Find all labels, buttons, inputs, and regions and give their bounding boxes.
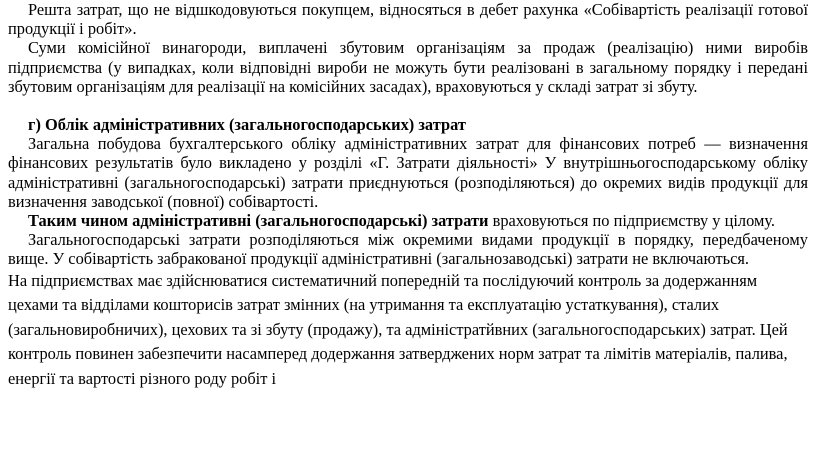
paragraph-cost-remainder: Решта затрат, що не відшкодовуються покупцем, відносяться в дебет рахунка «Собівартість реалізації готової продукції і робіт».: [8, 0, 808, 39]
paragraph-distribution: Загальногосподарські затрати розподіляються між окремими видами продукції в порядку, передбаченому вище. У собівартість забракованої продукції адміністративні (загальнозаводські) затрати не включаються.: [8, 230, 808, 269]
paragraph-control: На підприємствах має здійснюватися систематичний попередній та послідуючий контроль за додержанням цехами та відділами кошторисів затрат змінних (на утримання та експлуатацію устаткування), сталих (загальновиробничих), цехових та зі збуту (продажу), та адміністратйвних (загальногосподарських) затрат. Цей контроль повинен забезпечити насамперед додержання затверджених норм затрат та лімітів матеріалів, палива, енергії та вартості різного роду робіт і: [8, 270, 788, 389]
paragraph-commission: Суми комісійної винагороди, виплачені збутовим організаціям за продаж (реалізацію) ними виробів підприємства (у випадках, коли відповідні вироби не можуть бути реалізовані в загальному порядку і передані збутовим організаціям для реалізації на комісійних засадах), враховуються у складі затрат зі збуту.: [8, 38, 808, 96]
paragraph-thus: [8, 211, 808, 230]
paragraph-thus-rest: враховуються по підприємству у цілому.: [488, 211, 776, 231]
emphasis-text: Таким чином адміністративні (загальногосподарські) затрати: [28, 211, 489, 231]
section-heading: г) Облік адміністративних (загальногосподарських) затрат: [28, 115, 466, 135]
paragraph-admin-costs: Загальна побудова бухгалтерського обліку адміністративних затрат для фінансових потреб — визначення фінансових результатів було викладено у розділі «Г. Затрати діяльності» У внутрішньогосподарському обліку адміністративні (загальногосподарські) затрати приєднуються (розподіляються) до окремих видів продукції для визначення заводської (повної) собівартості.: [8, 134, 808, 211]
